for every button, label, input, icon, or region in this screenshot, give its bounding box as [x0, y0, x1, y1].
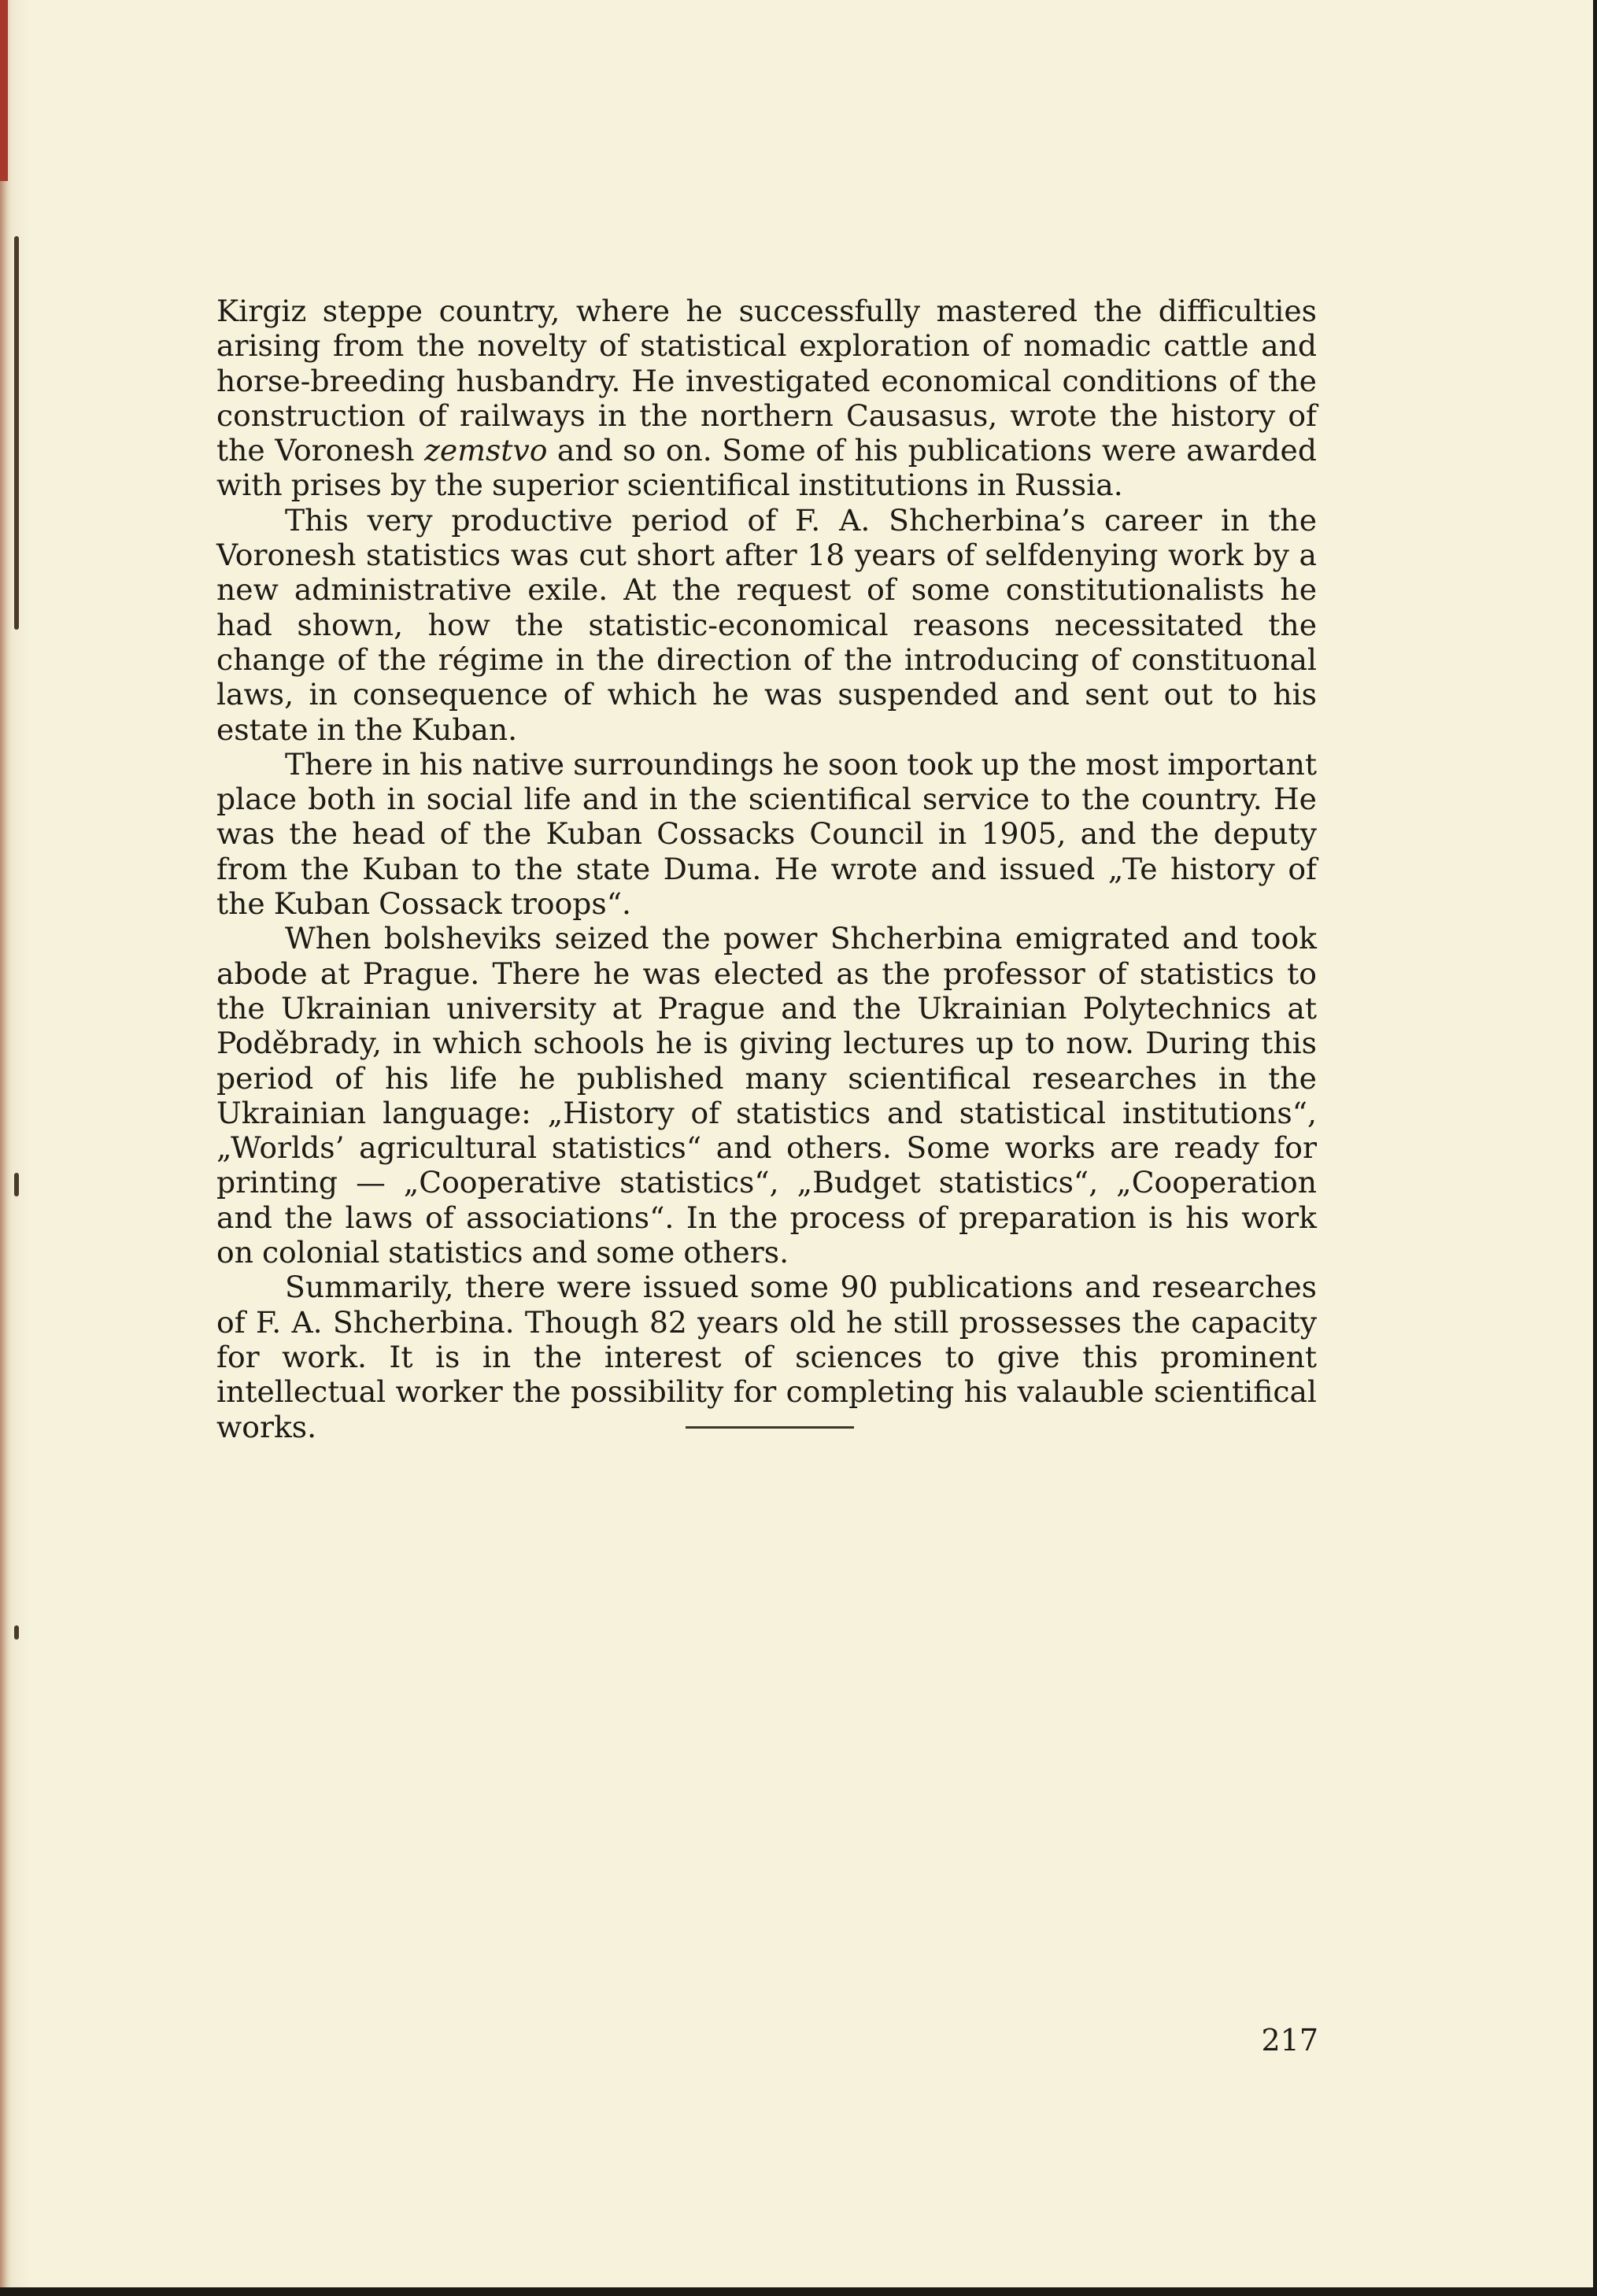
page-number: 217 [1261, 2023, 1318, 2058]
paragraph-1-text-after: and so on. Some of his publications were awarded with prises by the superior scientifical institutions in Russia. [216, 433, 1317, 503]
binding-shadow-mark [14, 1625, 19, 1640]
paragraph-1-text-before: Kirgiz steppe country, where he successfully mastered the difficulties arising from the novelty of statistical exploration of nomadic cattle and horse-breeding husbandry. He investigated economical conditions of the construction of railways in the northern Causasus, wrote the history of the Voronesh [216, 294, 1317, 468]
paragraph-3: There in his native surroundings he soon took up the most important place both in social life and in the scientifical service to the country. He was the head of the Kuban Cossacks Council in 1905, and the deputy from the Kuban to the state Duma. He wrote and issued „Te history of the Kuban Cossack troops“. [216, 746, 1317, 922]
page-binding-edge [0, 0, 13, 2287]
binding-shadow-mark [14, 1173, 19, 1196]
section-end-rule [686, 1426, 854, 1429]
paragraph-4: When bolsheviks seized the power Shcherbina emigrated and took abode at Prague. There he was elected as the professor of statistics to the Ukrainian university at Prague and the Ukrainian Polytechnics at Poděbrady, in which schools he is giving lectures up to now. During this period of his life he published many scientifical researches in the Ukrainian language: „History of statistics and statistical institutions“, „Worlds’ agricultural statistics“ and others. Some works are ready for printing — „Cooperative statistics“, „Budget statistics“, „Cooperation and the laws of associations“. In the process of preparation is his work on colonial statistics and some others. [216, 921, 1317, 1270]
binding-shadow-mark [14, 236, 19, 630]
body-text [216, 294, 1317, 1444]
paragraph-1 [216, 294, 1317, 503]
paragraph-2: This very productive period of F. A. Shcherbina’s career in the Voronesh statistics was cut short after 18 years of selfdenying work by a new administrative exile. At the request of some constitutionalists he had shown, how the statistic-economical reasons necessitated the change of the régime in the direction of the introducing of constituonal laws, in consequence of which he was suspended and sent out to his estate in the Kuban. [216, 502, 1317, 747]
binding-red-mark [0, 0, 8, 181]
paragraph-5: Summarily, there were issued some 90 publications and researches of F. A. Shcherbina. Though 82 years old he still prossesses the capacity for work. It is in the interest of sciences to give this prominent intellectual worker the possibility for completing his valauble scientifical works. [216, 1270, 1317, 1444]
paragraph-1-italic-term: zemstvo [424, 433, 548, 468]
